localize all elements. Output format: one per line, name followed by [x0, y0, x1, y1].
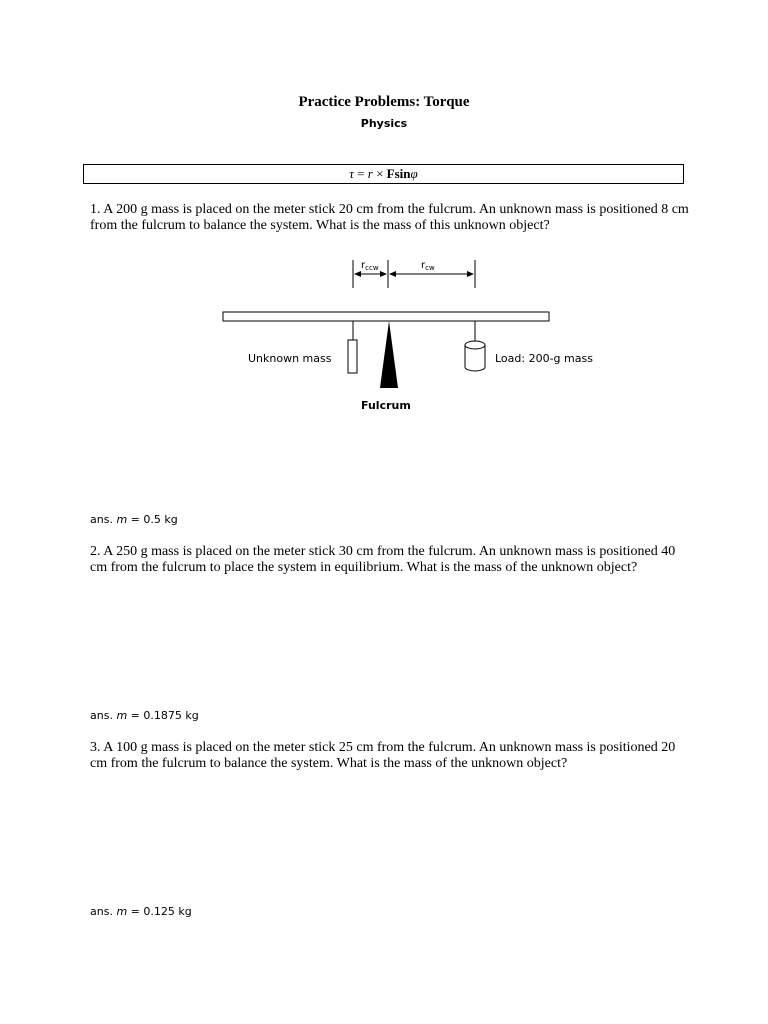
problem-1-text: 1. A 200 g mass is placed on the meter stick 20 cm from the fulcrum. An unknown mass is positioned 8 cm from the fulcrum to balance the system. What is the mass of this unknown object?: [90, 202, 689, 233]
answer-1: [90, 513, 178, 526]
answer-1-prefix: ans.: [90, 513, 113, 526]
meter-stick: [223, 312, 549, 321]
r-cw-arrowhead-left: [389, 271, 396, 277]
fulcrum-label: Fulcrum: [361, 399, 411, 412]
page-title: Practice Problems: Torque: [298, 94, 470, 110]
formula-r: r: [367, 166, 373, 181]
r-cw-arrowhead-right: [467, 271, 474, 277]
problem-3-text: 3. A 100 g mass is placed on the meter stick 25 cm from the fulcrum. An unknown mass is positioned 20 cm from the fulcrum to balance the system. What is the mass of the unknown object?: [90, 740, 676, 771]
problem-2-text: 2. A 250 g mass is placed on the meter stick 30 cm from the fulcrum. An unknown mass is positioned 40 cm from the fulcrum to place the system in equilibrium. What is the mass of the unknown object?: [90, 544, 676, 575]
formula-tau: τ: [349, 166, 354, 181]
r-ccw-label: $r_{ccw}$: [361, 260, 379, 272]
load-label: Load: 200-g mass: [495, 352, 593, 365]
answer-2-value: = 0.1875 kg: [130, 709, 199, 722]
answer-2: [90, 709, 199, 722]
answer-3-var: m: [116, 905, 128, 918]
answer-2-var: m: [116, 709, 128, 722]
answer-1-value: = 0.5 kg: [130, 513, 178, 526]
formula-phi: φ: [410, 166, 418, 181]
seesaw-diagram: [200, 250, 620, 420]
torque-formula-box: [83, 164, 684, 184]
r-cw-label: $r_{cw}$: [421, 260, 435, 272]
unknown-mass-label: Unknown mass: [248, 352, 332, 365]
answer-3-value: = 0.125 kg: [130, 905, 192, 918]
answer-3: [90, 905, 192, 918]
answer-2-prefix: ans.: [90, 709, 113, 722]
formula-times: ×: [372, 166, 387, 181]
r-ccw-arrowhead-right: [380, 271, 387, 277]
load-cylinder-top: [465, 341, 485, 349]
r-ccw-arrowhead-left: [354, 271, 361, 277]
formula-fsin: Fsin: [386, 166, 411, 181]
formula-equals: =: [353, 166, 368, 181]
page-subtitle: Physics: [360, 117, 408, 130]
answer-1-var: m: [116, 513, 128, 526]
answer-3-prefix: ans.: [90, 905, 113, 918]
fulcrum-triangle: [380, 321, 398, 388]
unknown-mass-block: [348, 340, 357, 373]
